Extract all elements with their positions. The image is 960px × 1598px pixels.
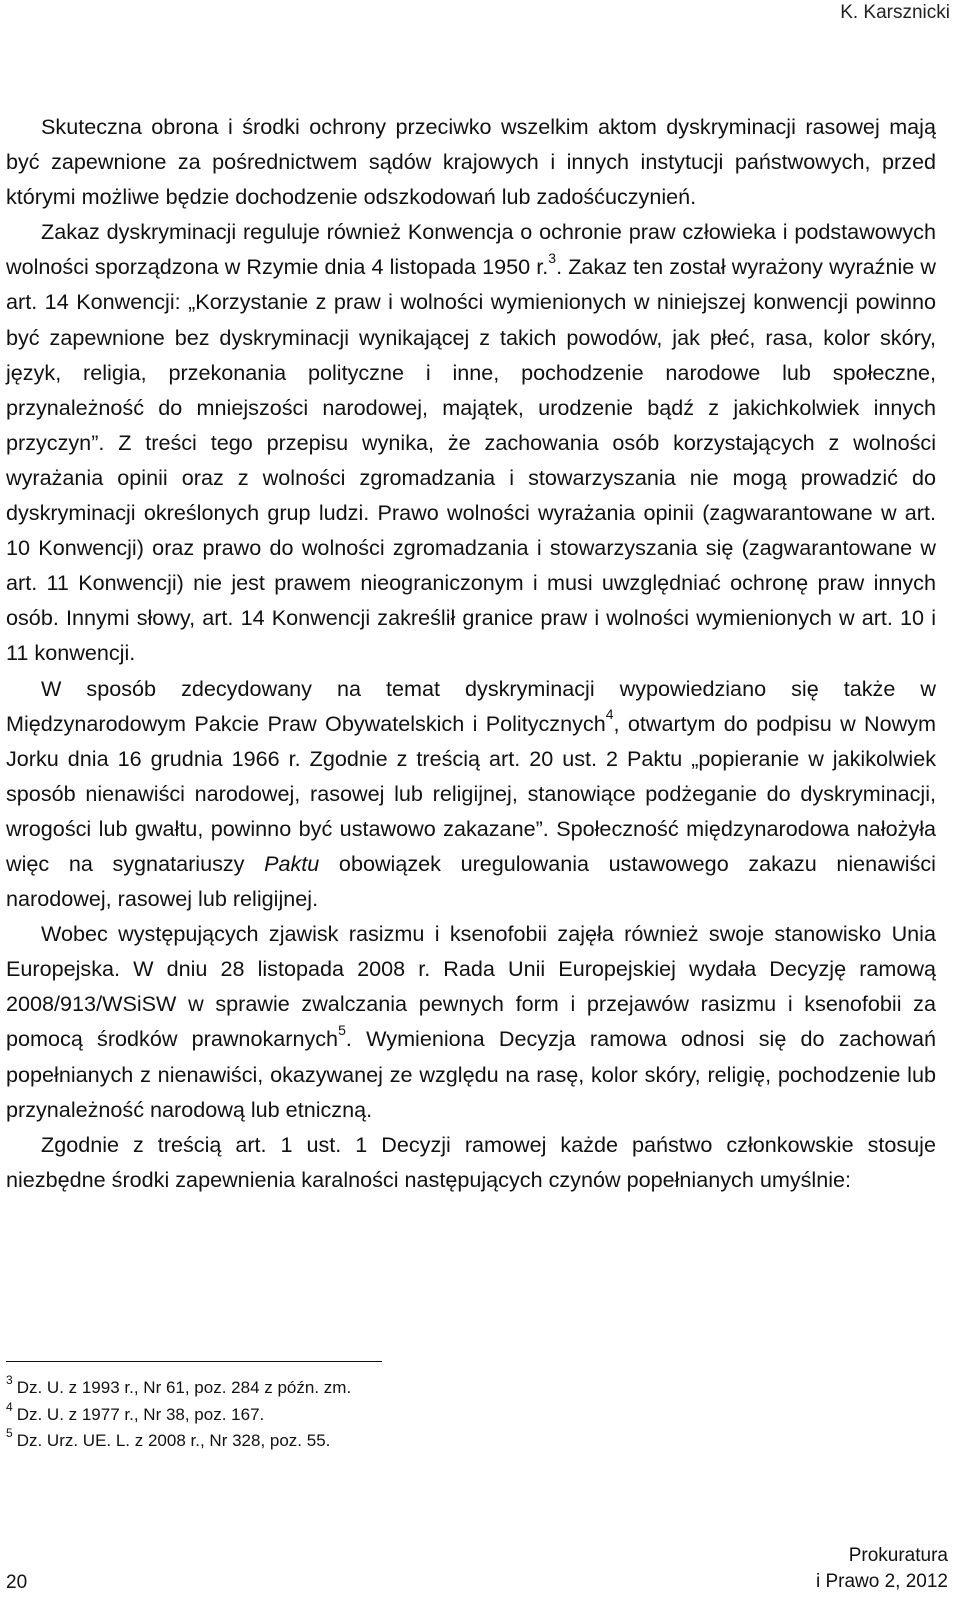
page-number: 20 xyxy=(6,1572,28,1593)
paragraph-2-text-a: Zakaz dyskryminacji reguluje również Konwencja o ochronie praw człowieka i podstawowych wolności sporządzona w Rzymie dnia 4 listopada 1950 r. xyxy=(6,219,936,280)
paragraph-3-text-a: W sposób zdecydowany na temat dyskryminacji wypowiedziano się także w Międzynarodowym Pakcie Praw Obywatelskich i Politycznych xyxy=(6,675,936,736)
footnote-separator xyxy=(6,1361,382,1362)
footnote-ref-5[interactable]: 5 xyxy=(338,1022,346,1039)
footnote-text: Dz. Urz. UE. L. z 2008 r., Nr 328, poz. 55. xyxy=(16,1431,331,1450)
footnote-4 xyxy=(6,1399,906,1429)
paragraph-1 xyxy=(6,109,936,214)
footnote-text: Dz. U. z 1993 r., Nr 61, poz. 284 z późn. zm. xyxy=(16,1378,352,1397)
running-head-author: K. Karsznicki xyxy=(840,2,950,23)
paragraph-2-text-b: . Zakaz ten został wyrażony wyraźnie w art. 14 Konwencji: „Korzystanie z praw i wolności wymienionych w niniejszej konwencji powinno być zapewnione bez dyskryminacji wynikającej z takich powodów, jak płeć, rasa, kolor skóry, język, religia, przekonania polityczne i inne, pochodzenie narodowe lub społeczne, przynależność do mniejszości narodowej, majątek, urodzenie bądź z jakichkolwiek innych przyczyn”. Z treści tego przepisu wynika, że zachowania osób korzystających z wolności wyrażania opinii oraz z wolności zgromadzania i stowarzyszania nie mogą prowadzić do dyskryminacji określonych grup ludzi. Prawo wolności wyrażania opinii (zagwarantowane w art. 10 Konwencji) oraz prawo do wolności zgromadzania i stowarzyszania się (zagwarantowane w art. 11 Konwencji) nie jest prawem nieograniczonym i musi uwzględniać ochronę praw innych osób. Innymi słowy, art. 14 Konwencji zakreślił granice praw i wolności wymienionych w art. 10 i 11 konwencji. xyxy=(6,254,937,666)
paragraph-3 xyxy=(6,671,936,917)
footnote-number: 3 xyxy=(6,1373,13,1388)
paragraph-4-text-a: Wobec występujących zjawisk rasizmu i ksenofobii zajęła również swoje stanowisko Unia Europejska. W dniu 28 listopada 2008 r. Rada Unii Europejskiej wydała Decyzję ramową 2008/913/WSiSW w sprawie zwalczania pewnych form i przejawów rasizmu i ksenofobii za pomocą środków prawnokarnych xyxy=(6,921,936,1052)
footnote-3 xyxy=(6,1375,906,1402)
paragraph-5 xyxy=(6,1127,936,1197)
journal-title: Prokuratura xyxy=(848,1545,948,1566)
journal-footer xyxy=(816,1543,948,1595)
footnote-number: 4 xyxy=(6,1399,13,1414)
footnotes xyxy=(6,1375,906,1455)
footnote-ref-3[interactable]: 3 xyxy=(548,250,557,267)
paragraph-2 xyxy=(6,214,936,670)
paragraph-5-text: Zgodnie z treścią art. 1 ust. 1 Decyzji ramowej każde państwo członkowskie stosuje niezbędne środki zapewnienia karalności następujących czynów popełnianych umyślnie: xyxy=(6,1131,936,1192)
journal-issue: i Prawo 2, 2012 xyxy=(815,1571,948,1592)
paragraph-3-text-c: obowiązek uregulowania ustawowego zakazu nienawiści narodowej, rasowej lub religijnej. xyxy=(6,850,936,912)
body-text xyxy=(6,109,936,1197)
footnote-number: 5 xyxy=(6,1426,13,1441)
paragraph-1-text: Skuteczna obrona i środki ochrony przeciwko wszelkim aktom dyskryminacji rasowej mają być zapewnione za pośrednictwem sądów krajowych i innych instytucji państwowych, przed którymi możliwe będzie dochodzenie odszkodowań lub zadośćuczynień. xyxy=(6,114,936,210)
paragraph-4-text-b: . Wymieniona Decyzja ramowa odnosi się do zachowań popełnianych z nienawiści, okazywanej ze względu na rasę, kolor skóry, religię, pochodzenie lub przynależność narodową lub etniczną. xyxy=(6,1026,936,1122)
paragraph-3-emphasis: Paktu xyxy=(264,850,320,876)
footnote-5 xyxy=(6,1428,906,1455)
footnote-ref-4[interactable]: 4 xyxy=(605,706,614,723)
paragraph-3-text-b: , otwartym do podpisu w Nowym Jorku dnia 16 grudnia 1966 r. Zgodnie z treścią art. 20 ust. 2 Paktu „popieranie w jakikolwiek sposób nienawiści narodowej, rasowej lub religijnej, stanowiące podżeganie do dyskryminacji, wrogości lub gwałtu, powinno być ustawowo zakazane”. Społeczność międzynarodowa nałożyła więc na sygnatariuszy xyxy=(6,710,937,876)
paragraph-4 xyxy=(6,916,936,1127)
footnote-text: Dz. U. z 1977 r., Nr 38, poz. 167. xyxy=(16,1404,265,1424)
